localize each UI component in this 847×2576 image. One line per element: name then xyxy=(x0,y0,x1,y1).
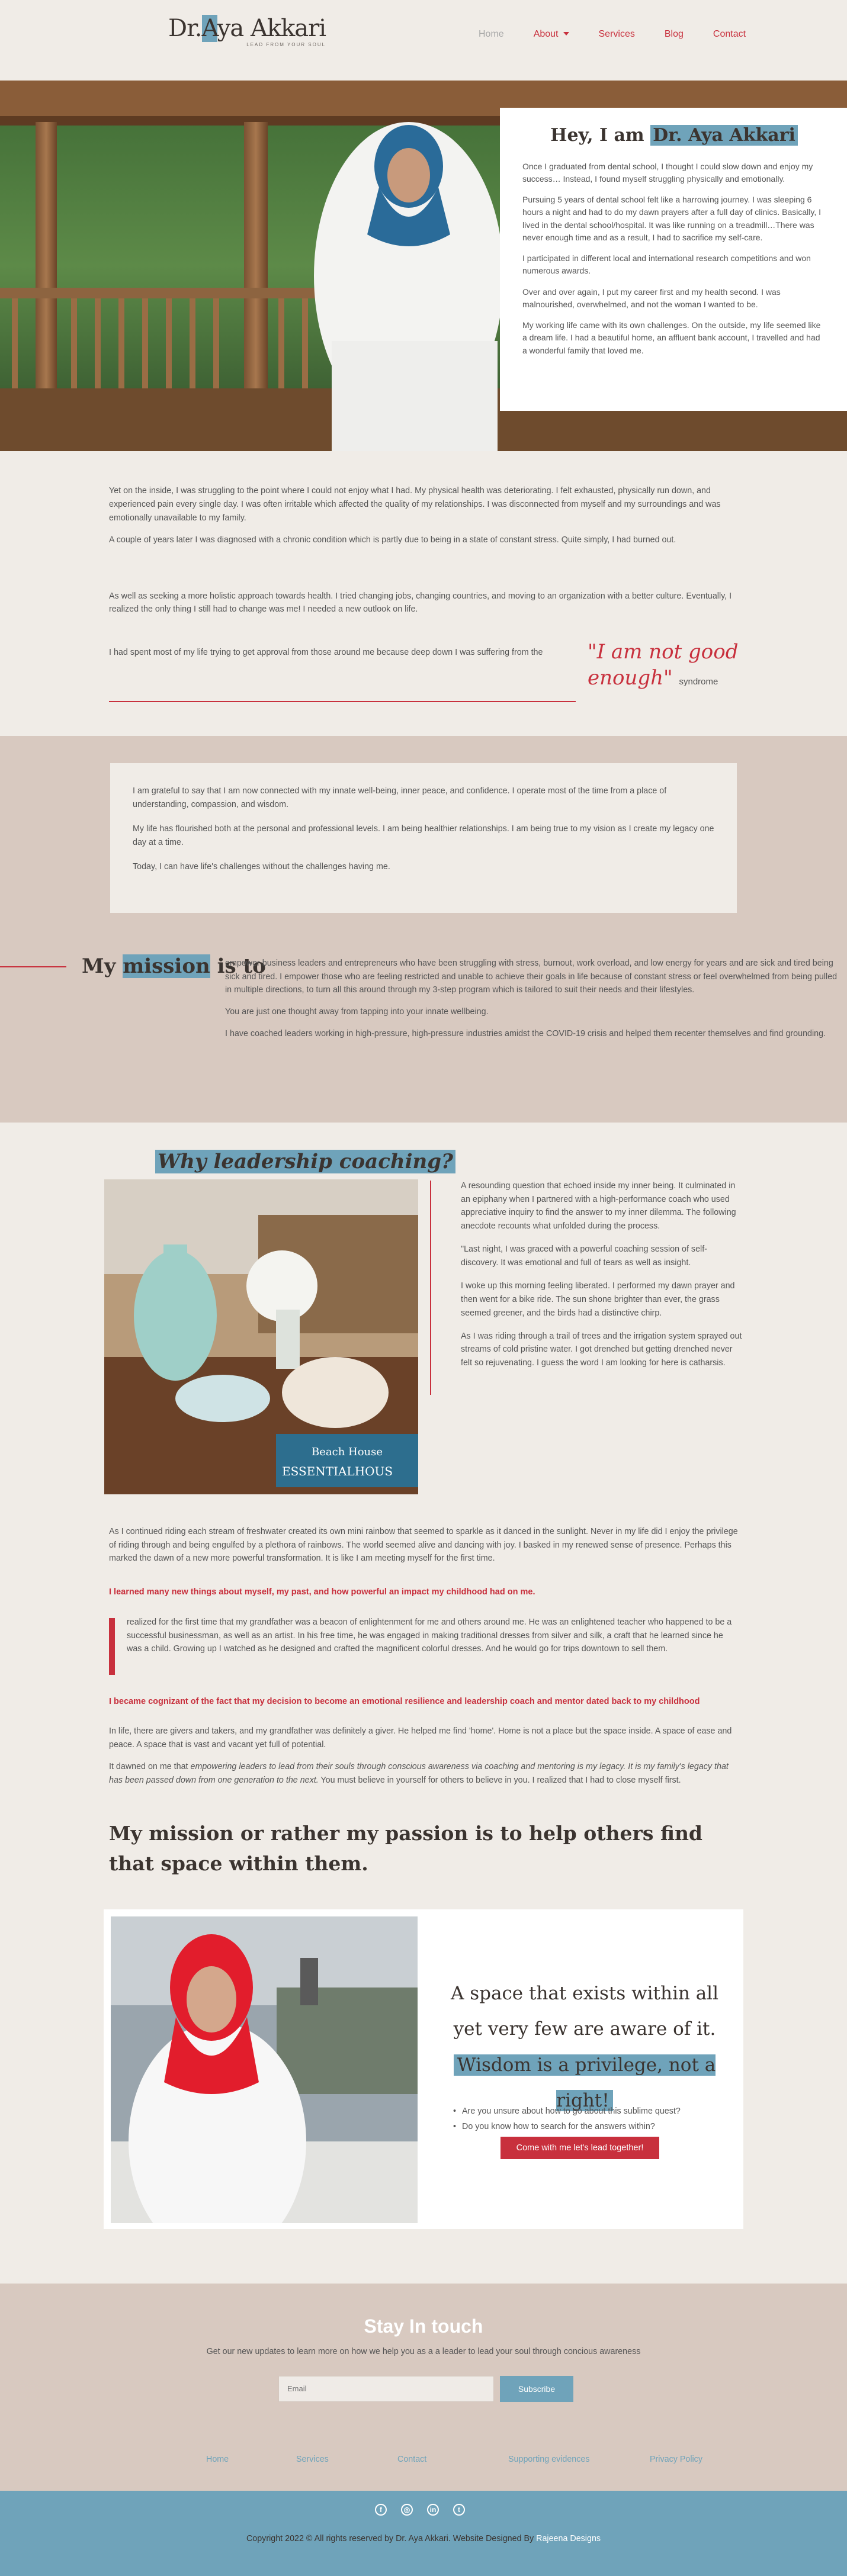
email-field[interactable] xyxy=(278,2376,494,2402)
story-paragraph: In life, there are givers and takers, and my grandfather was definitely a giver. He helped me find 'home'. Home is not a place but the space inside. A space of ease and peace. A space that is vast and vacant yet full of potential. xyxy=(109,1726,732,1750)
subscribe-button[interactable]: Subscribe xyxy=(500,2376,573,2402)
story-paragraph: realized for the first time that my grandfather was a beacon of enlightenment for me and others around me. He was an enlightened teacher who happened to be a successful businessman, as well as an artist. In his free time, he was engaged in making traditional dresses from silver and silk, a craft that he learned since he was a child. Growing up I watched as he designed and crafted the magnificent colorful dresses. And he would go for trips downtown to sell them. xyxy=(127,1617,732,1654)
nav-services[interactable]: Services xyxy=(598,29,635,39)
social-icons xyxy=(375,2504,465,2516)
gratitude-paragraph: Today, I can have life's challenges without the challenges having me. xyxy=(133,861,390,871)
site-header xyxy=(0,0,847,81)
portrait-photo xyxy=(111,1916,418,2223)
mission-divider xyxy=(0,966,66,967)
hero-paragraph: Pursuing 5 years of dental school felt like a harrowing journey. I was sleeping 6 hours a night and had to do my dawn prayers after a full day of clinics. Basically, I lived in the dental school/hospital. It was like running on a treadmill…There was never enough time and as a result, I had to sacrifice my self-care. xyxy=(522,195,821,242)
newsletter-section xyxy=(0,2284,847,2491)
why-title: Why leadership coaching? xyxy=(155,1146,455,1178)
story-paragraph: A couple of years later I was diagnosed with a chronic condition which is partly due to being in a state of constant stress. Quite simply, I had burned out. xyxy=(109,535,676,545)
gratitude-paragraph: I am grateful to say that I am now connected with my innate well-being, inner peace, and confidence. I operate most of the time from a place of understanding, compassion, and wisdom. xyxy=(133,786,667,810)
gratitude-box xyxy=(110,763,737,912)
nav-contact[interactable]: Contact xyxy=(713,29,746,39)
quote-block xyxy=(109,639,738,712)
story-paragraph: As well as seeking a more holistic approach towards health. I tried changing jobs, changing countries, and moving to an organization with a better culture. Eventually, I realized the only thing I still had to change was me! I needed a new outlook on life. xyxy=(109,591,732,615)
list-item: • Are you unsure about how to go about this sublime quest? xyxy=(453,2105,681,2118)
linkedin-icon[interactable]: in xyxy=(427,2504,439,2516)
hero-intro-card xyxy=(500,108,847,411)
gratitude-paragraph: My life has flourished both at the personal and professional levels. I am being healthier relationships. I am being true to my vision as I create my legacy one day at a time. xyxy=(133,824,714,847)
dropcap-paragraph xyxy=(109,1616,738,1675)
footer-link-contact[interactable]: Contact xyxy=(397,2454,427,2464)
designer-link[interactable]: Rajeena Designs xyxy=(536,2533,601,2543)
svg-text:ESSENTIALHOUS: ESSENTIALHOUS xyxy=(282,1464,393,1478)
nav-about[interactable]: About xyxy=(534,27,569,42)
continued-story xyxy=(109,1525,738,1879)
highlight-heading: I became cognizant of the fact that my decision to become an emotional resilience and leadership coach and mentor dated back to my childhood xyxy=(109,1696,700,1706)
lead-together-button[interactable]: Come with me let's lead together! xyxy=(500,2137,659,2159)
story-paragraph: Yet on the inside, I was struggling to the point where I could not enjoy what I had. My physical health was deteriorating. I felt exhausted, physically run down, and experienced pain every single day. I was often irritable which affected the quality of my relationships. I was disconnected from myself and my surroundings and was emotionally unavailable to my family. xyxy=(109,486,721,523)
hero-section xyxy=(0,81,847,451)
quote-highlight: "I am not good enough" syndrome xyxy=(588,640,739,690)
mission-title: My mission is to xyxy=(82,954,266,978)
footer-link-home[interactable]: Home xyxy=(206,2454,229,2464)
gratitude-mission-section xyxy=(0,736,847,1122)
newsletter-title: Stay In touch xyxy=(364,2315,483,2337)
coffee-table-photo xyxy=(104,1179,418,1494)
why-paragraph: I woke up this morning feeling liberated. I performed my dawn prayer and then went for a bike ride. The sun shone brighter than ever, the grass seemed greener, and the birds had a distinctive chirp. xyxy=(461,1281,735,1318)
site-logo[interactable]: Dr.Aya Akkari LEAD FROM YOUR SOUL xyxy=(168,17,326,49)
main-nav xyxy=(479,27,775,42)
quote-lead: I had spent most of my life trying to get approval from those around me because deep down I was suffering from the xyxy=(109,648,543,658)
instagram-icon[interactable]: ◎ xyxy=(401,2504,413,2516)
footer-link-privacy[interactable]: Privacy Policy xyxy=(650,2454,702,2464)
story-section xyxy=(109,451,738,712)
newsletter-form xyxy=(278,2376,573,2402)
site-footer xyxy=(0,2491,847,2576)
nav-blog[interactable]: Blog xyxy=(664,29,684,39)
why-text xyxy=(461,1179,743,1380)
cta-title: A space that exists within all yet very few are aware of it. Wisdom is a privilege, not a right! xyxy=(450,1982,719,2112)
newsletter-subtitle: Get our new updates to learn more on how we help you as a a leader to lead your soul through concious awareness xyxy=(206,2346,641,2356)
chevron-down-icon xyxy=(563,32,569,36)
footer-link-services[interactable]: Services xyxy=(296,2454,329,2464)
cta-card xyxy=(104,1909,743,2229)
copyright: Copyright 2022 © All rights reserved by Dr. Aya Akkari. Website Designed By Rajeena Designs xyxy=(246,2533,601,2543)
mission-block xyxy=(0,948,847,1079)
highlight-heading: I learned many new things about myself, my past, and how powerful an impact my childhood had on me. xyxy=(109,1587,535,1597)
passion-heading: My mission or rather my passion is to help others find that space within them. xyxy=(109,1821,703,1875)
mission-paragraph: You are just one thought away from tapping into your innate wellbeing. xyxy=(225,1007,489,1017)
hero-title: Hey, I am Dr. Aya Akkari xyxy=(522,122,826,150)
story-paragraph: As I continued riding each stream of freshwater created its own mini rainbow that seemed to sparkle as it danced in the sunlight. Never in my life did I enjoy the privilege of riding through and being engulfed by a plethora of rainbows. The world seemed alive and dancing with joy. I basked in my renewed sense of presence. Perhaps this marked the dawn of a new more powerful transformation. It is like I am meeting myself for the first time. xyxy=(109,1526,738,1564)
why-paragraph: As I was riding through a trail of trees and the irrigation system sprayed out streams of cold pristine water. I got drenched but getting drenched never felt so rejuvenating. I guess the word I am looking for here is catharsis. xyxy=(461,1331,742,1368)
quote-divider xyxy=(109,701,576,702)
story-paragraph: It dawned on me that empowering leaders to lead from their souls through conscious awareness via coaching and mentoring is my legacy. It is my family's legacy that has been passed down from one generation to the next. You must believe in yourself for others to believe in you. I realized that I had to close myself first. xyxy=(109,1761,729,1785)
svg-text:Beach House: Beach House xyxy=(312,1445,383,1458)
list-item: • Do you know how to search for the answers within? xyxy=(453,2120,681,2133)
twitter-icon[interactable]: t xyxy=(453,2504,465,2516)
hero-paragraph: Over and over again, I put my career first and my health second. I was malnourished, overwhelmed, and not the woman I wanted to be. xyxy=(522,287,781,309)
hero-paragraph: My working life came with its own challenges. On the outside, my life seemed like a dream life. I had a beautiful home, an affluent bank account, I travelled and had a wonderful family that loved me. xyxy=(522,320,821,355)
cta-questions xyxy=(453,2105,681,2136)
hero-paragraph: I participated in different local and international research competitions and won numerous awards. xyxy=(522,253,811,276)
nav-home[interactable]: Home xyxy=(479,29,504,39)
footer-link-evidences[interactable]: Supporting evidences xyxy=(508,2454,590,2464)
facebook-icon[interactable]: f xyxy=(375,2504,387,2516)
dropcap-bar xyxy=(109,1618,115,1675)
mission-paragraph: I have coached leaders working in high-pressure, high-pressure industries amidst the COVID-19 crisis and helped them recenter themselves and find grounding. xyxy=(225,1029,826,1039)
why-paragraph: A resounding question that echoed inside my inner being. It culminated in an epiphany when I partnered with a high-performance coach who used appreciative inquiry to find the answer to my inner dilemma. The following anecdote recounts what unfolded during the process. xyxy=(461,1181,736,1231)
why-divider xyxy=(430,1181,431,1395)
mission-paragraph: empower business leaders and entrepreneurs who have been struggling with stress, burnout, work overload, and low energy for years and are sick and tired being sick and tired. I empower those who are feeling restricted and unable to achieve their goals in life because of constant stress or feel overwhelmed from being pulled in multiple directions, to turn all this around through my 3-step program which is tailored to suit their needs and their lifestyles. xyxy=(225,958,838,995)
logo-tagline: LEAD FROM YOUR SOUL xyxy=(246,42,326,47)
why-coaching-section xyxy=(0,1123,847,1525)
hero-paragraph: Once I graduated from dental school, I thought I could slow down and enjoy my success… Instead, I found myself struggling physically and emotionally. xyxy=(522,161,813,184)
why-paragraph: "Last night, I was graced with a powerful coaching session of self-discovery. It was emotional and full of tears as well as insight. xyxy=(461,1244,707,1268)
